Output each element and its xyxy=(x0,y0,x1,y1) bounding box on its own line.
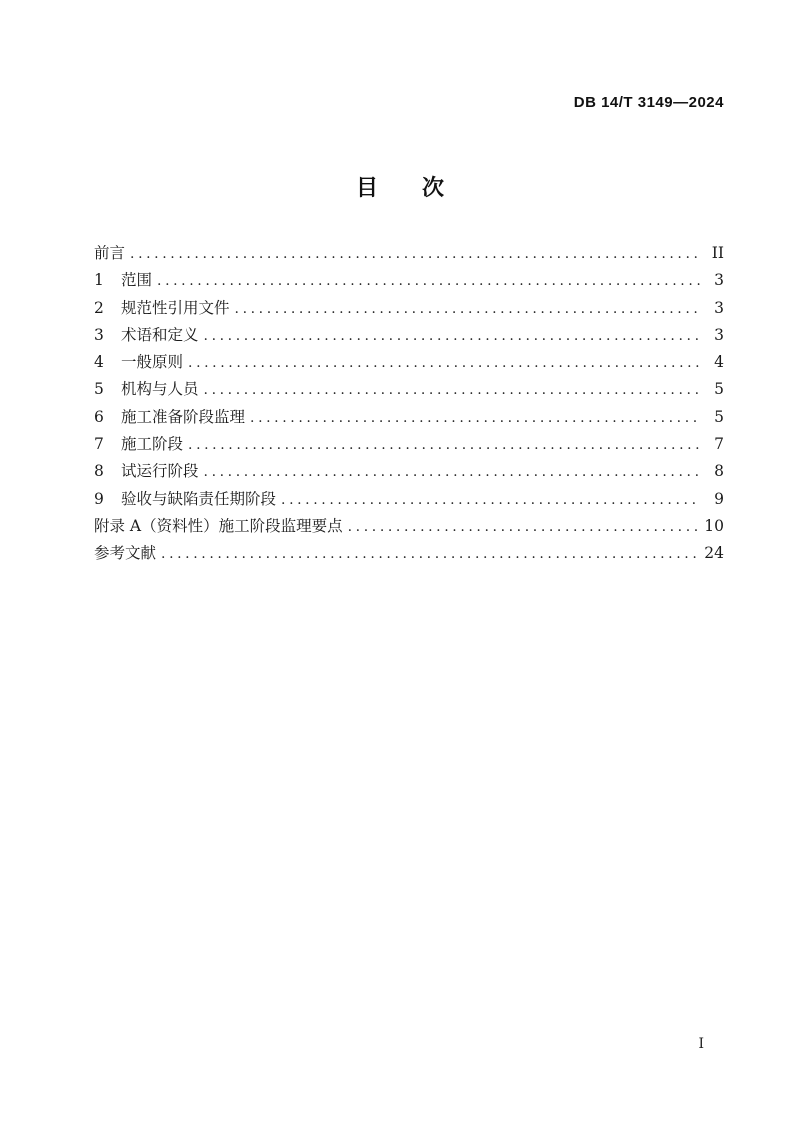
toc-entry xyxy=(94,404,724,431)
toc-entry-page: 3 xyxy=(714,298,724,317)
toc-entry-number: 2 xyxy=(94,298,104,317)
toc-entry-label: 附录 A（资料性）施工阶段监理要点 xyxy=(94,516,343,535)
toc-entry-label: 施工阶段 xyxy=(121,435,184,454)
toc-entry-page: 3 xyxy=(714,325,724,344)
toc-leader-dots xyxy=(199,458,700,486)
toc-entry-page: II xyxy=(711,244,724,262)
toc-leader-dots xyxy=(156,540,698,568)
toc-entry xyxy=(94,458,724,485)
toc-entry-label: 术语和定义 xyxy=(121,325,199,344)
toc-entry xyxy=(94,267,724,294)
toc-entry xyxy=(94,240,724,267)
toc-entry-label: 验收与缺陷责任期阶段 xyxy=(121,489,277,508)
toc-entry-label: 机构与人员 xyxy=(121,380,199,399)
toc-leader-dots xyxy=(276,486,700,514)
toc-entry-label: 前言 xyxy=(94,244,126,262)
toc-entry-number: 5 xyxy=(94,380,104,399)
toc-entry xyxy=(94,540,724,567)
footer-page-number: I xyxy=(698,1036,704,1052)
toc-leader-dots xyxy=(230,295,700,323)
toc-entry-label: 参考文献 xyxy=(94,544,157,563)
toc-entry-page: 8 xyxy=(714,462,724,481)
toc-leader-dots xyxy=(152,267,700,295)
toc-entry-number: 4 xyxy=(94,353,104,372)
toc-entry-page: 7 xyxy=(714,435,724,454)
toc-entry-number: 6 xyxy=(94,407,104,426)
toc-list xyxy=(94,240,724,568)
toc-entry-page: 3 xyxy=(714,271,724,290)
toc-entry-label: 一般原则 xyxy=(121,353,184,372)
toc-entry-number: 7 xyxy=(94,435,104,454)
toc-entry xyxy=(94,486,724,513)
toc-entry-label: 施工准备阶段监理 xyxy=(121,407,246,426)
toc-entry-page: 9 xyxy=(714,489,724,508)
toc-entry-label: 规范性引用文件 xyxy=(121,298,230,317)
toc-leader-dots xyxy=(125,240,700,268)
toc-entry-page: 4 xyxy=(714,353,724,372)
toc-entry xyxy=(94,513,724,540)
toc-leader-dots xyxy=(343,513,699,541)
toc-leader-dots xyxy=(199,376,700,404)
toc-entry-number: 3 xyxy=(94,325,104,344)
toc-entry-number: 1 xyxy=(94,271,104,290)
toc-leader-dots xyxy=(245,404,700,432)
toc-entry xyxy=(94,322,724,349)
toc-entry-page: 5 xyxy=(714,407,724,426)
toc-entry-page: 10 xyxy=(704,516,724,535)
toc-entry xyxy=(94,431,724,458)
toc-entry-number: 9 xyxy=(94,489,104,508)
toc-entry-page: 24 xyxy=(704,544,724,563)
toc-entry-number: 8 xyxy=(94,462,104,481)
toc-entry-page: 5 xyxy=(714,380,724,399)
toc-leader-dots xyxy=(199,322,700,350)
toc-entry xyxy=(94,295,724,322)
toc-entry-label: 试运行阶段 xyxy=(121,462,199,481)
toc-entry xyxy=(94,376,724,403)
toc-entry-label: 范围 xyxy=(121,271,153,290)
page-title: 目 次 xyxy=(355,175,455,200)
doc-code: DB 14/T 3149—2024 xyxy=(573,94,724,111)
toc-entry xyxy=(94,349,724,376)
toc-leader-dots xyxy=(183,349,700,377)
toc-leader-dots xyxy=(183,431,700,459)
